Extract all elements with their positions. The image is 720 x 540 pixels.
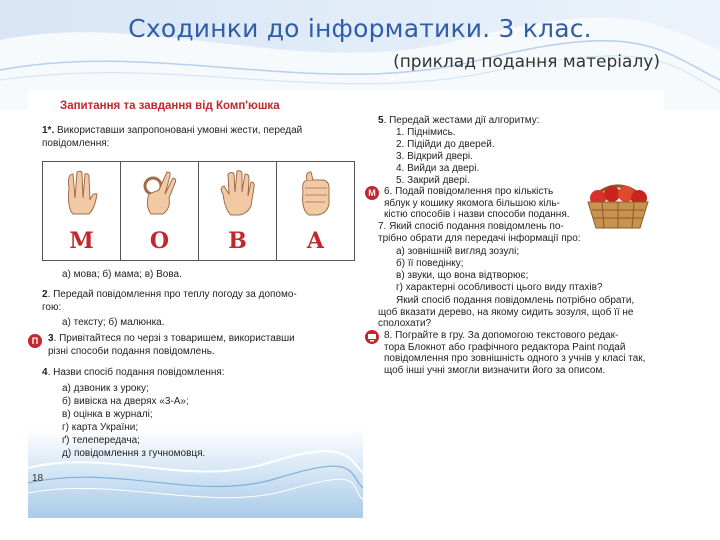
gesture-letter: А <box>306 228 325 254</box>
hand-gesture-icon <box>59 168 105 220</box>
gesture-letter: В <box>228 228 247 254</box>
gesture-cell-a <box>277 162 354 260</box>
list-item: б) вивіска на дверях «3-А»; <box>62 396 189 407</box>
gesture-images <box>42 161 355 261</box>
list-item: 1. Піднімись. <box>396 127 456 138</box>
list-item: 2. Підійди до дверей. <box>396 139 495 150</box>
group-work-badge-icon: М <box>365 186 379 200</box>
list-item: в) звуки, що вона відтворює; <box>396 270 529 281</box>
list-item: г) карта України; <box>62 422 139 433</box>
task-1-answers: а) мова; б) мама; в) Вова. <box>62 269 182 280</box>
list-item: в) оцінка в журналі; <box>62 409 153 420</box>
textbook-page-left <box>28 90 363 518</box>
slide-subtitle: (приклад подання матеріалу) <box>393 52 660 72</box>
list-item: д) повідомлення з гучномовця. <box>62 448 206 459</box>
task-2-text: 2. Передай повідомлення про теплу погоду за допомо- гою: <box>42 289 297 313</box>
computer-task-icon <box>365 330 379 344</box>
task-3-text: 3. Привітайтеся по черзі з товаришем, використавши різні способи подання повідомлень. <box>48 333 295 357</box>
list-item: г) характерні особливості цього виду птахів? <box>396 282 603 293</box>
task-8-text: 8. Пограйте в гру. За допомогою текстового редак- тора Блокнот або графічного редактора Paint подай повідомлення про зовнішність одного з учнів у класі так, щоб інші учні змогли визначити його за описом. <box>384 330 646 376</box>
slide-title: Сходинки до інформатики. 3 клас. <box>128 14 592 43</box>
page-number: 18 <box>32 473 44 484</box>
textbook-page-right <box>362 90 664 390</box>
list-item: б) її поведінку; <box>396 258 464 269</box>
tasks-heading: Запитання та завдання від Комп'юшка <box>60 100 280 112</box>
task-2-answers: а) тексту; б) малюнка. <box>62 317 165 328</box>
task-6-text: 6. Подай повідомлення про кількість яблук у кошику якомога більшою кіль- кістю способів і назви способи подання. <box>384 186 570 220</box>
list-item: 3. Відкрий двері. <box>396 151 473 162</box>
list-item: 5. Закрий двері. <box>396 175 470 186</box>
list-item: ґ) телепередача; <box>62 435 140 446</box>
gesture-letter: М <box>69 228 94 254</box>
gesture-cell-m <box>43 162 121 260</box>
gesture-letter: О <box>149 228 170 254</box>
list-item: 4. Вийди за двері. <box>396 163 480 174</box>
task-4-list <box>62 382 205 460</box>
task-7-text: 7. Який спосіб подання повідомлень по- трібно обрати для передачі інформації про: <box>378 221 581 244</box>
task-5-text: 5. Передай жестами дії алгоритму: <box>378 115 540 126</box>
hand-gesture-icon <box>215 168 261 220</box>
pair-work-badge-icon: П <box>28 334 42 348</box>
hand-gesture-icon <box>137 168 183 220</box>
apple-basket-icon <box>578 172 658 232</box>
task-5-steps <box>396 127 495 187</box>
task-1-text: 1*. Використавши запропоновані умовні жести, передай повідомлення: <box>42 125 303 149</box>
task-7-question: Який спосіб подання повідомлень потрібно обрати, щоб вказати дерево, на якому сидить зозуля, щоб її не сполохати? <box>378 295 635 329</box>
gesture-cell-o <box>121 162 199 260</box>
task-4-text: 4. Назви спосіб подання повідомлення: <box>42 367 225 378</box>
task-7-list <box>396 246 603 294</box>
list-item: а) зовнішній вигляд зозулі; <box>396 246 520 257</box>
gesture-cell-v <box>199 162 277 260</box>
hand-gesture-icon <box>293 168 339 220</box>
list-item: а) дзвоник з уроку; <box>62 383 149 394</box>
